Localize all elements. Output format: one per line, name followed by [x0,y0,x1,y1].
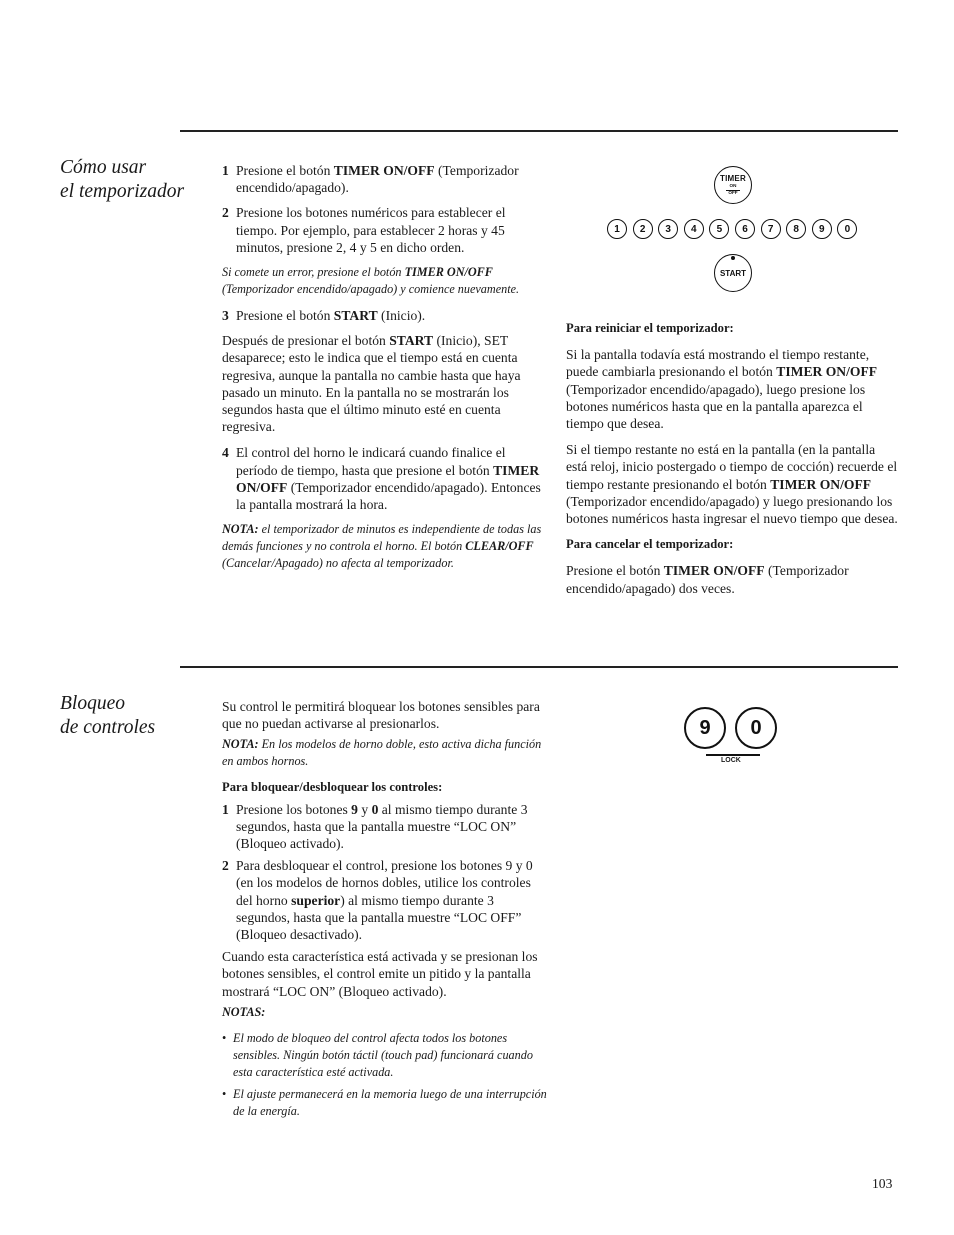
timer-onoff-ref: TIMER ON/OFF [333,163,435,178]
start-key-icon: START [714,254,752,292]
timer-nota: NOTA: el temporizador de minutos es independiente de todas las demás funciones y no controla el horno. El botón CLEAR/OFF (Cancelar/Apagado) no afecta al temporizador. [222,522,542,571]
timer-right-column [566,320,898,606]
reset-paragraph-1: Si la pantalla todavía está mostrando el tiempo restante, puede cambiarla presionando el botón TIMER ON/OFF (Temporizador encendido/apagado), luego presione los botones numéricos hasta que en la pantalla aparezca el tiempo que desea. [566,347,878,432]
step-number: 2 [222,858,229,874]
lock-notas-label: NOTAS: [222,1004,266,1019]
section-rule-middle [180,666,898,668]
lock-nota: NOTA: En los modelos de horno doble, esto activa dicha función en ambos hornos. [222,737,542,769]
timer-step-4: 4 El control del horno le indicará cuando finalice el período de tiempo, hasta que presione el botón TIMER ON/OFF (Temporizador encendido/apagado). Entonces la pantalla mostrará la hora. [222,445,541,513]
lock-left-column [222,698,550,1125]
section-rule-top [180,130,898,132]
reset-heading: Para reiniciar el temporizador: [566,321,734,335]
key-0-icon: 0 [735,707,777,749]
timer-section-title [60,156,184,204]
page-number: 103 [872,1176,893,1191]
after-start-paragraph: Después de presionar el botón START (Inicio), SET desaparece; esto le indica que el tiempo está en cuenta regresiva, aunque la pantalla no cambie hasta que haya pasado un minuto. En la pantalla no se mostrarán los segundos hasta que el último minuto esté en cuenta regresiva. [222,333,521,435]
step-number: 4 [222,445,229,461]
timer-title-line1: Cómo usar [60,157,147,178]
number-key-9-icon: 9 [812,219,832,239]
lock-section-title [60,692,155,740]
step-number: 2 [222,205,229,221]
lock-label: LOCK [721,757,741,764]
number-key-4-icon: 4 [684,219,704,239]
lock-heading: Para bloquear/desbloquear los controles: [222,780,443,795]
timer-title-line2: el temporizador [60,181,185,202]
step-number: 1 [222,801,229,817]
timer-left-column [222,162,548,581]
timer-step-2: 2 Presione los botones numéricos para establecer el tiempo. Por ejemplo, para establecer 2 horas y 45 minutos, presione 2, 4 y 5 en dicho orden. [222,205,506,255]
cancel-heading: Para cancelar el temporizador: [566,537,734,552]
timer-onoff-key-icon: TIMER ON OFF [714,166,752,204]
lock-bullet-2: • El ajuste permanecerá en la memoria luego de una interrupción de la energía. [222,1086,547,1118]
number-key-8-icon: 8 [786,219,806,239]
lock-title-line2: de controles [60,717,156,738]
number-key-2-icon: 2 [633,219,653,239]
key-9-icon: 9 [684,707,726,749]
number-key-0-icon: 0 [837,219,857,239]
lock-bullet-1: • El modo de bloqueo del control afecta todos los botones sensibles. Ningún botón táctil (touch pad) funcionará cuando esta característica esté activada. [222,1030,533,1079]
lock-intro: Su control le permitirá bloquear los botones sensibles para que no puedan activarse al presionarlos. [222,699,540,732]
timer-step-3: 3 Presione el botón START (Inicio). [222,308,426,324]
lock-bracket-line [706,754,760,756]
number-key-5-icon: 5 [709,219,729,239]
number-key-6-icon: 6 [735,219,755,239]
timer-step-1: 1 Presione el botón TIMER ON/OFF (Temporizador encendido/apagado). [222,163,519,196]
step-number: 1 [222,163,229,178]
number-key-1-icon: 1 [607,219,627,239]
lock-active-paragraph: Cuando esta característica está activada y se presionan los botones sensibles, el control emite un pitido y la pantalla mostrará “LOC ON” (Bloqueo activado). [222,949,538,999]
step-number: 3 [222,308,229,324]
number-key-3-icon: 3 [658,219,678,239]
cancel-paragraph: Presione el botón TIMER ON/OFF (Temporizador encendido/apagado) dos veces. [566,563,849,596]
lock-step-2: 2 Para desbloquear el control, presione los botones 9 y 0 (en los modelos de hornos dobles, utilice los controles del horno superior) al mismo tiempo durante 3 segundos, hasta que la pantalla muestre “LOC OFF” (Bloqueo desactivado). [222,858,533,943]
error-note: Si comete un error, presione el botón TIMER ON/OFF (Temporizador encendido/apagado) y comience nuevamente. [222,265,520,297]
lock-title-line1: Bloqueo [60,693,125,714]
lock-step-1: 1 Presione los botones 9 y 0 al mismo tiempo durante 3 segundos, hasta que la pantalla muestre “LOC ON” (Bloqueo activado). [222,801,528,852]
number-key-7-icon: 7 [761,219,781,239]
reset-paragraph-2: Si el tiempo restante no está en la pantalla (en la pantalla está reloj, inicio postergado o tiempo de cocción) recuerde el tiempo restante presionando el botón TIMER ON/OFF (Temporizador encendido/apagado) y luego presionando los botones numéricos hasta ingresar el nuevo tiempo que desea. [566,442,898,527]
